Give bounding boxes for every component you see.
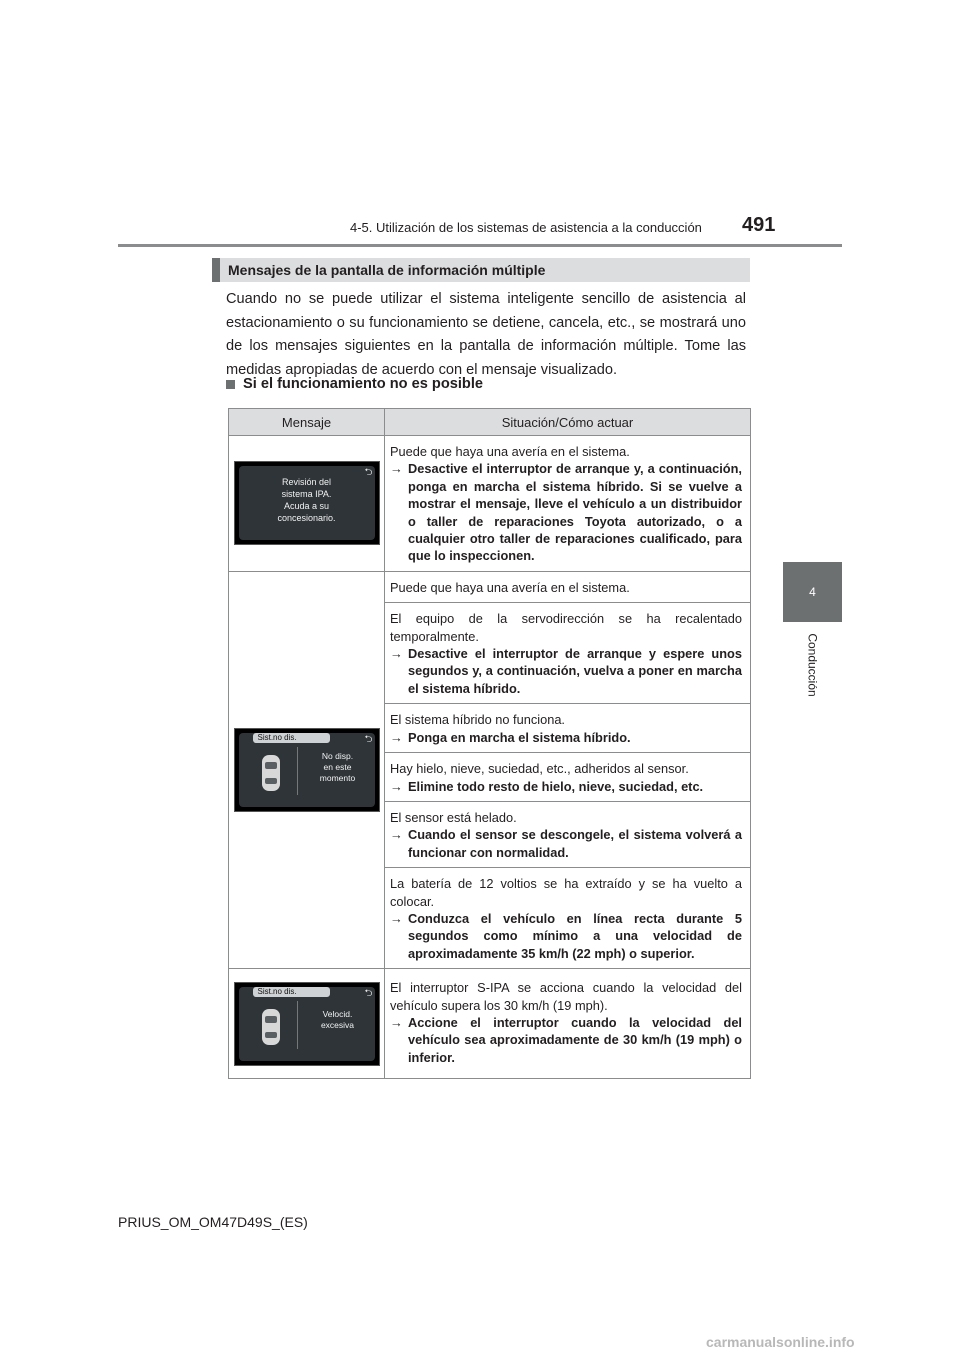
section-accent (212, 258, 220, 282)
car-top-view-icon (259, 753, 283, 793)
situation-cell: El sensor está helado. → Cuando el sensor se descongele, el sistema volverá a funcionar con normalidad. (385, 801, 751, 867)
subheading (226, 376, 483, 392)
message-image-cell (229, 436, 385, 572)
action-item: → Cuando el sensor se descongele, el sistema volverá a funcionar con normalidad. (390, 827, 742, 860)
message-image-cell (229, 969, 385, 1079)
return-arrow-icon: ⮌ (364, 734, 373, 745)
watermark: carmanualsonline.info (706, 1334, 855, 1350)
section-title: Mensajes de la pantalla de información múltiple (228, 262, 546, 278)
arrow-icon: → (390, 461, 403, 477)
arrow-icon: → (390, 646, 403, 662)
return-arrow-icon: ⮌ (364, 987, 373, 999)
intro-paragraph: Cuando no se puede utilizar el sistema inteligente sencillo de asistencia al estacionamiento o su funcionamiento se detiene, cancela, etc., se mostrará uno de los mensajes siguientes en la pantalla de información múltiple. Tome las medidas apropiadas de acuerdo con el mensaje visualizado. (226, 291, 746, 378)
chapter-tab: 4 (783, 562, 842, 622)
screen-message: No disp. en este momento (319, 751, 356, 783)
action-item: → Conduzca el vehículo en línea recta durante 5 segundos como mínimo a una velocidad de aproximadamente 35 km/h (22 mph) o superior. (390, 910, 742, 961)
status-pill: Sist.no dis. (253, 987, 330, 997)
column-header-message: Mensaje (229, 409, 385, 436)
situation-cell: Hay hielo, nieve, suciedad, etc., adheridos al sensor. → Elimine todo resto de hielo, nieve, suciedad, etc. (385, 753, 751, 802)
action-item: → Desactive el interruptor de arranque y, a continuación, ponga en marcha el sistema híbrido. Si se vuelve a mostrar el mensaje, lleve el vehículo a un distribuidor o taller de reparaciones Toyota autorizado, o a cualquier otro taller de reparaciones cualificado, para que lo inspeccionen. (390, 461, 742, 564)
message-image-cell (229, 571, 385, 968)
status-pill: Sist.no dis. (253, 733, 330, 743)
running-header: 4-5. Utilización de los sistemas de asistencia a la conducción (350, 220, 702, 235)
situation-cell: El equipo de la servodirección se ha recalentado temporalmente. → Desactive el interruptor de arranque y espere unos segundos y, a continuación, vuelva a poner en marcha el sistema híbrido. (385, 603, 751, 704)
car-top-view-icon (259, 1007, 283, 1047)
column-header-situation: Situación/Cómo actuar (385, 409, 751, 436)
table-row (229, 436, 751, 572)
chapter-label (783, 600, 842, 730)
display-screen-excess-speed (234, 982, 380, 1066)
screen-message: Velocid. excesiva (320, 1008, 355, 1030)
arrow-icon: → (390, 827, 403, 843)
action-item: → Desactive el interruptor de arranque y espere unos segundos y, a continuación, vuelva a poner en marcha el sistema híbrido. (390, 646, 742, 696)
situation-cell: La batería de 12 voltios se ha extraído y se ha vuelto a colocar. → Conduzca el vehículo en línea recta durante 5 segundos como mínimo a una velocidad de aproximadamente 35 km/h (22 mph) o superior. (385, 868, 751, 969)
arrow-icon: → (390, 729, 403, 745)
display-screen-not-available (234, 728, 380, 812)
arrow-icon: → (390, 1014, 403, 1030)
chapter-label-text: Conducción (805, 633, 820, 697)
situation-cell: El sistema híbrido no funciona. → Ponga en marcha el sistema híbrido. (385, 704, 751, 753)
subheading-text: Si el funcionamiento no es posible (243, 376, 484, 392)
table-row (229, 571, 751, 602)
page-number: 491 (742, 214, 776, 236)
section-heading-bar (212, 258, 750, 282)
arrow-icon: → (390, 778, 403, 794)
action-item: → Elimine todo resto de hielo, nieve, suciedad, etc. (390, 778, 704, 794)
return-arrow-icon: ⮌ (364, 467, 373, 479)
header-rule (118, 244, 842, 247)
action-item: → Ponga en marcha el sistema híbrido. (390, 729, 631, 745)
screen-message: Revisión del sistema IPA. Acuda a su concesionario. (277, 477, 336, 524)
situation-cell: Puede que haya una avería en el sistema. (385, 571, 751, 602)
arrow-icon: → (390, 910, 403, 926)
display-screen-ipa-check (234, 461, 380, 545)
table-row (229, 969, 751, 1079)
square-bullet-icon (226, 380, 235, 389)
table-header-row (229, 409, 751, 436)
action-item: → Accione el interruptor cuando la velocidad del vehículo sea aproximadamente de 30 km/h (19 mph) o inferior. (390, 1014, 742, 1065)
situation-cell: Puede que haya una avería en el sistema. → Desactive el interruptor de arranque y, a continuación, ponga en marcha el sistema híbrido. Si se vuelve a mostrar el mensaje, lleve el vehículo a un distribuidor o taller de reparaciones Toyota autorizado, o a cualquier otro taller de reparaciones cualificado, para que lo inspeccionen. (385, 436, 751, 572)
situation-cell: El interruptor S-IPA se acciona cuando la velocidad del vehículo supera los 30 km/h (19 mph). → Accione el interruptor cuando la velocidad del vehículo sea aproximadamente de 30 km/h (19 mph) o inferior. (385, 969, 751, 1079)
messages-table (228, 408, 751, 1079)
document-code: PRIUS_OM_OM47D49S_(ES) (118, 1214, 308, 1230)
